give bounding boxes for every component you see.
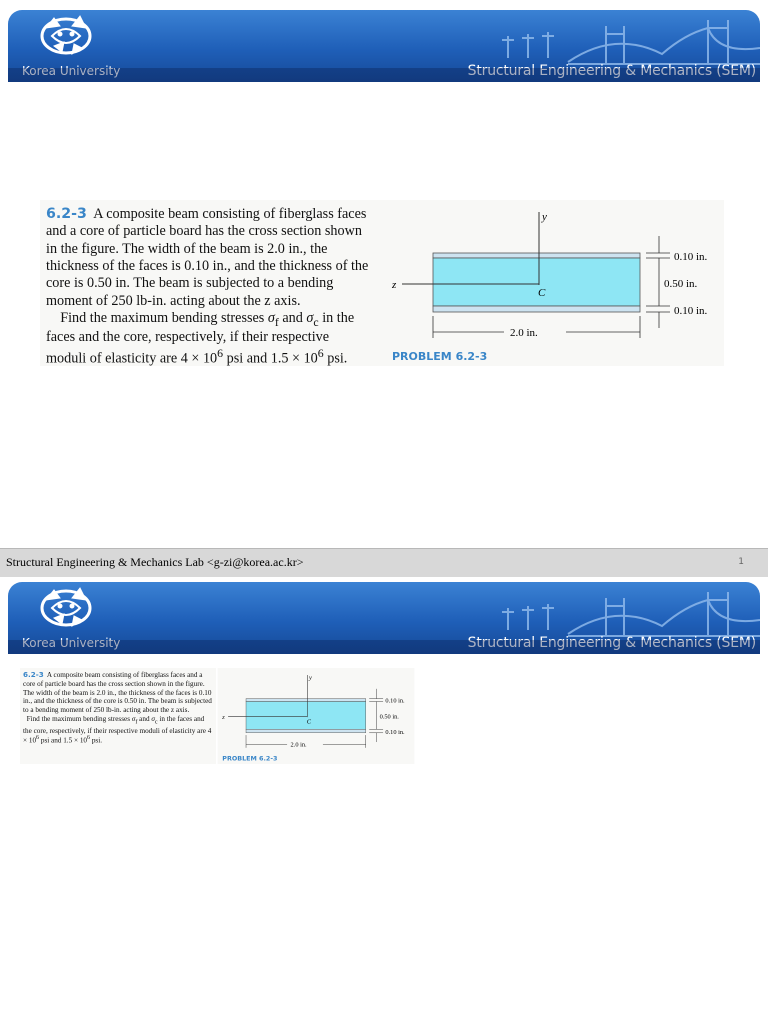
top-face bbox=[433, 253, 640, 258]
slide-header bbox=[8, 10, 760, 82]
lab-name: Structural Engineering & Mechanics (SEM) bbox=[467, 63, 756, 79]
cross-section-figure bbox=[384, 200, 724, 366]
university-name: Korea University bbox=[22, 64, 121, 78]
problem-text: 6.2-3 A composite beam consisting of fiberglass faces and a core of particle board has the cross section shown in the figure. The width of the beam is 2.0 in., the thickness of the faces is 0.10 in., and the thickness of the core is 0.50 in. The beam is subjected to a bending moment of 250 lb-in. acting about the z axis. Find the maximum bending stresses $\sigma_f$ and $\sigma_c$ in the faces and the core, respectively, if their respective moduli of elasticity are $4 \times 10^6$ psi and $1.5 \times 10^6$ psi. bbox=[46, 206, 369, 368]
problem-number: 6.2-3 bbox=[46, 206, 87, 222]
problem-panel-small bbox=[20, 668, 216, 764]
dim-core: 0.50 in. bbox=[379, 713, 399, 721]
dim-width: 2.0 in. bbox=[510, 327, 538, 339]
z-axis-label: z bbox=[222, 713, 225, 721]
university-name: Korea University bbox=[22, 636, 121, 650]
problem-paragraph-2c: psi and bbox=[223, 351, 271, 368]
problem-paragraph-2b: in the faces and the core, respectively, if their respective moduli of elasticity are bbox=[23, 714, 208, 735]
z-axis-label: z bbox=[392, 279, 397, 291]
page-number: 1 bbox=[738, 557, 744, 567]
y-axis-label: y bbox=[309, 674, 312, 682]
problem-paragraph-2a: Find the maximum bending stresses bbox=[26, 714, 132, 723]
problem-paragraph-2d: psi. bbox=[323, 351, 348, 368]
centroid-label: C bbox=[538, 287, 546, 299]
footer-text: Structural Engineering & Mechanics Lab <g-zi@korea.ac.kr> bbox=[6, 555, 304, 569]
problem-panel bbox=[40, 200, 384, 366]
dim-bottom-face: 0.10 in. bbox=[385, 728, 405, 736]
dim-core: 0.50 in. bbox=[664, 278, 698, 290]
slide-header-2 bbox=[8, 582, 760, 654]
problem-paragraph-1: A composite beam consisting of fiberglass faces and a core of particle board has the cross section shown in the figure. The width of the beam is 2.0 in., the thickness of the faces is 0.10 in., and the thickness of the core is 0.50 in. The beam is subjected to a bending moment of 250 lb-in. acting about the z axis. bbox=[23, 671, 212, 715]
problem-paragraph-2c: psi and bbox=[39, 736, 64, 745]
problem-paragraph-2a: Find the maximum bending stresses bbox=[60, 309, 268, 326]
tiger-logo-icon bbox=[24, 584, 108, 634]
problem-paragraph-2d: psi. bbox=[90, 736, 103, 745]
dim-top-face: 0.10 in. bbox=[674, 251, 708, 263]
dim-top-face: 0.10 in. bbox=[385, 697, 405, 705]
tiger-logo-icon bbox=[24, 12, 108, 62]
dim-width: 2.0 in. bbox=[290, 741, 307, 749]
problem-paragraph-1: A composite beam consisting of fiberglass faces and a core of particle board has the cross section shown in the figure. The width of the beam is 2.0 in., the thickness of the faces is 0.10 in., and the thickness of the core is 0.50 in. The beam is subjected to a bending moment of 250 lb-in. acting about the z axis. bbox=[46, 206, 369, 309]
problem-title: PROBLEM 6.2-3 bbox=[222, 755, 278, 763]
dim-bottom-face: 0.10 in. bbox=[674, 305, 708, 317]
problem-text-small: 6.2-3 A composite beam consisting of fiberglass faces and a core of particle board has the cross section shown in the figure. The width of the beam is 2.0 in., the thickness of the faces is 0.10 in., and the thickness of the core is 0.50 in. The beam is subjected to a bending moment of 250 lb-in. acting about the z axis. Find the maximum bending stresses $\sigma_f$ and $\sigma_c$ in the faces and the core, respectively, if their respective moduli of elasticity are $4 \times 10^6$ psi and $1.5 \times 10^6$ psi. bbox=[23, 670, 212, 745]
centroid-label: C bbox=[306, 718, 311, 726]
cross-section-figure-small bbox=[216, 668, 416, 764]
slide-footer bbox=[0, 548, 768, 577]
problem-paragraph-2b: in the faces and the core, respectively, if their respective moduli of elasticity are bbox=[46, 309, 355, 368]
bottom-face bbox=[433, 306, 640, 312]
problem-title: PROBLEM 6.2-3 bbox=[392, 350, 488, 363]
problem-number: 6.2-3 bbox=[23, 670, 44, 679]
core bbox=[433, 258, 640, 306]
y-axis-label: y bbox=[542, 211, 547, 223]
lab-name: Structural Engineering & Mechanics (SEM) bbox=[467, 635, 756, 651]
